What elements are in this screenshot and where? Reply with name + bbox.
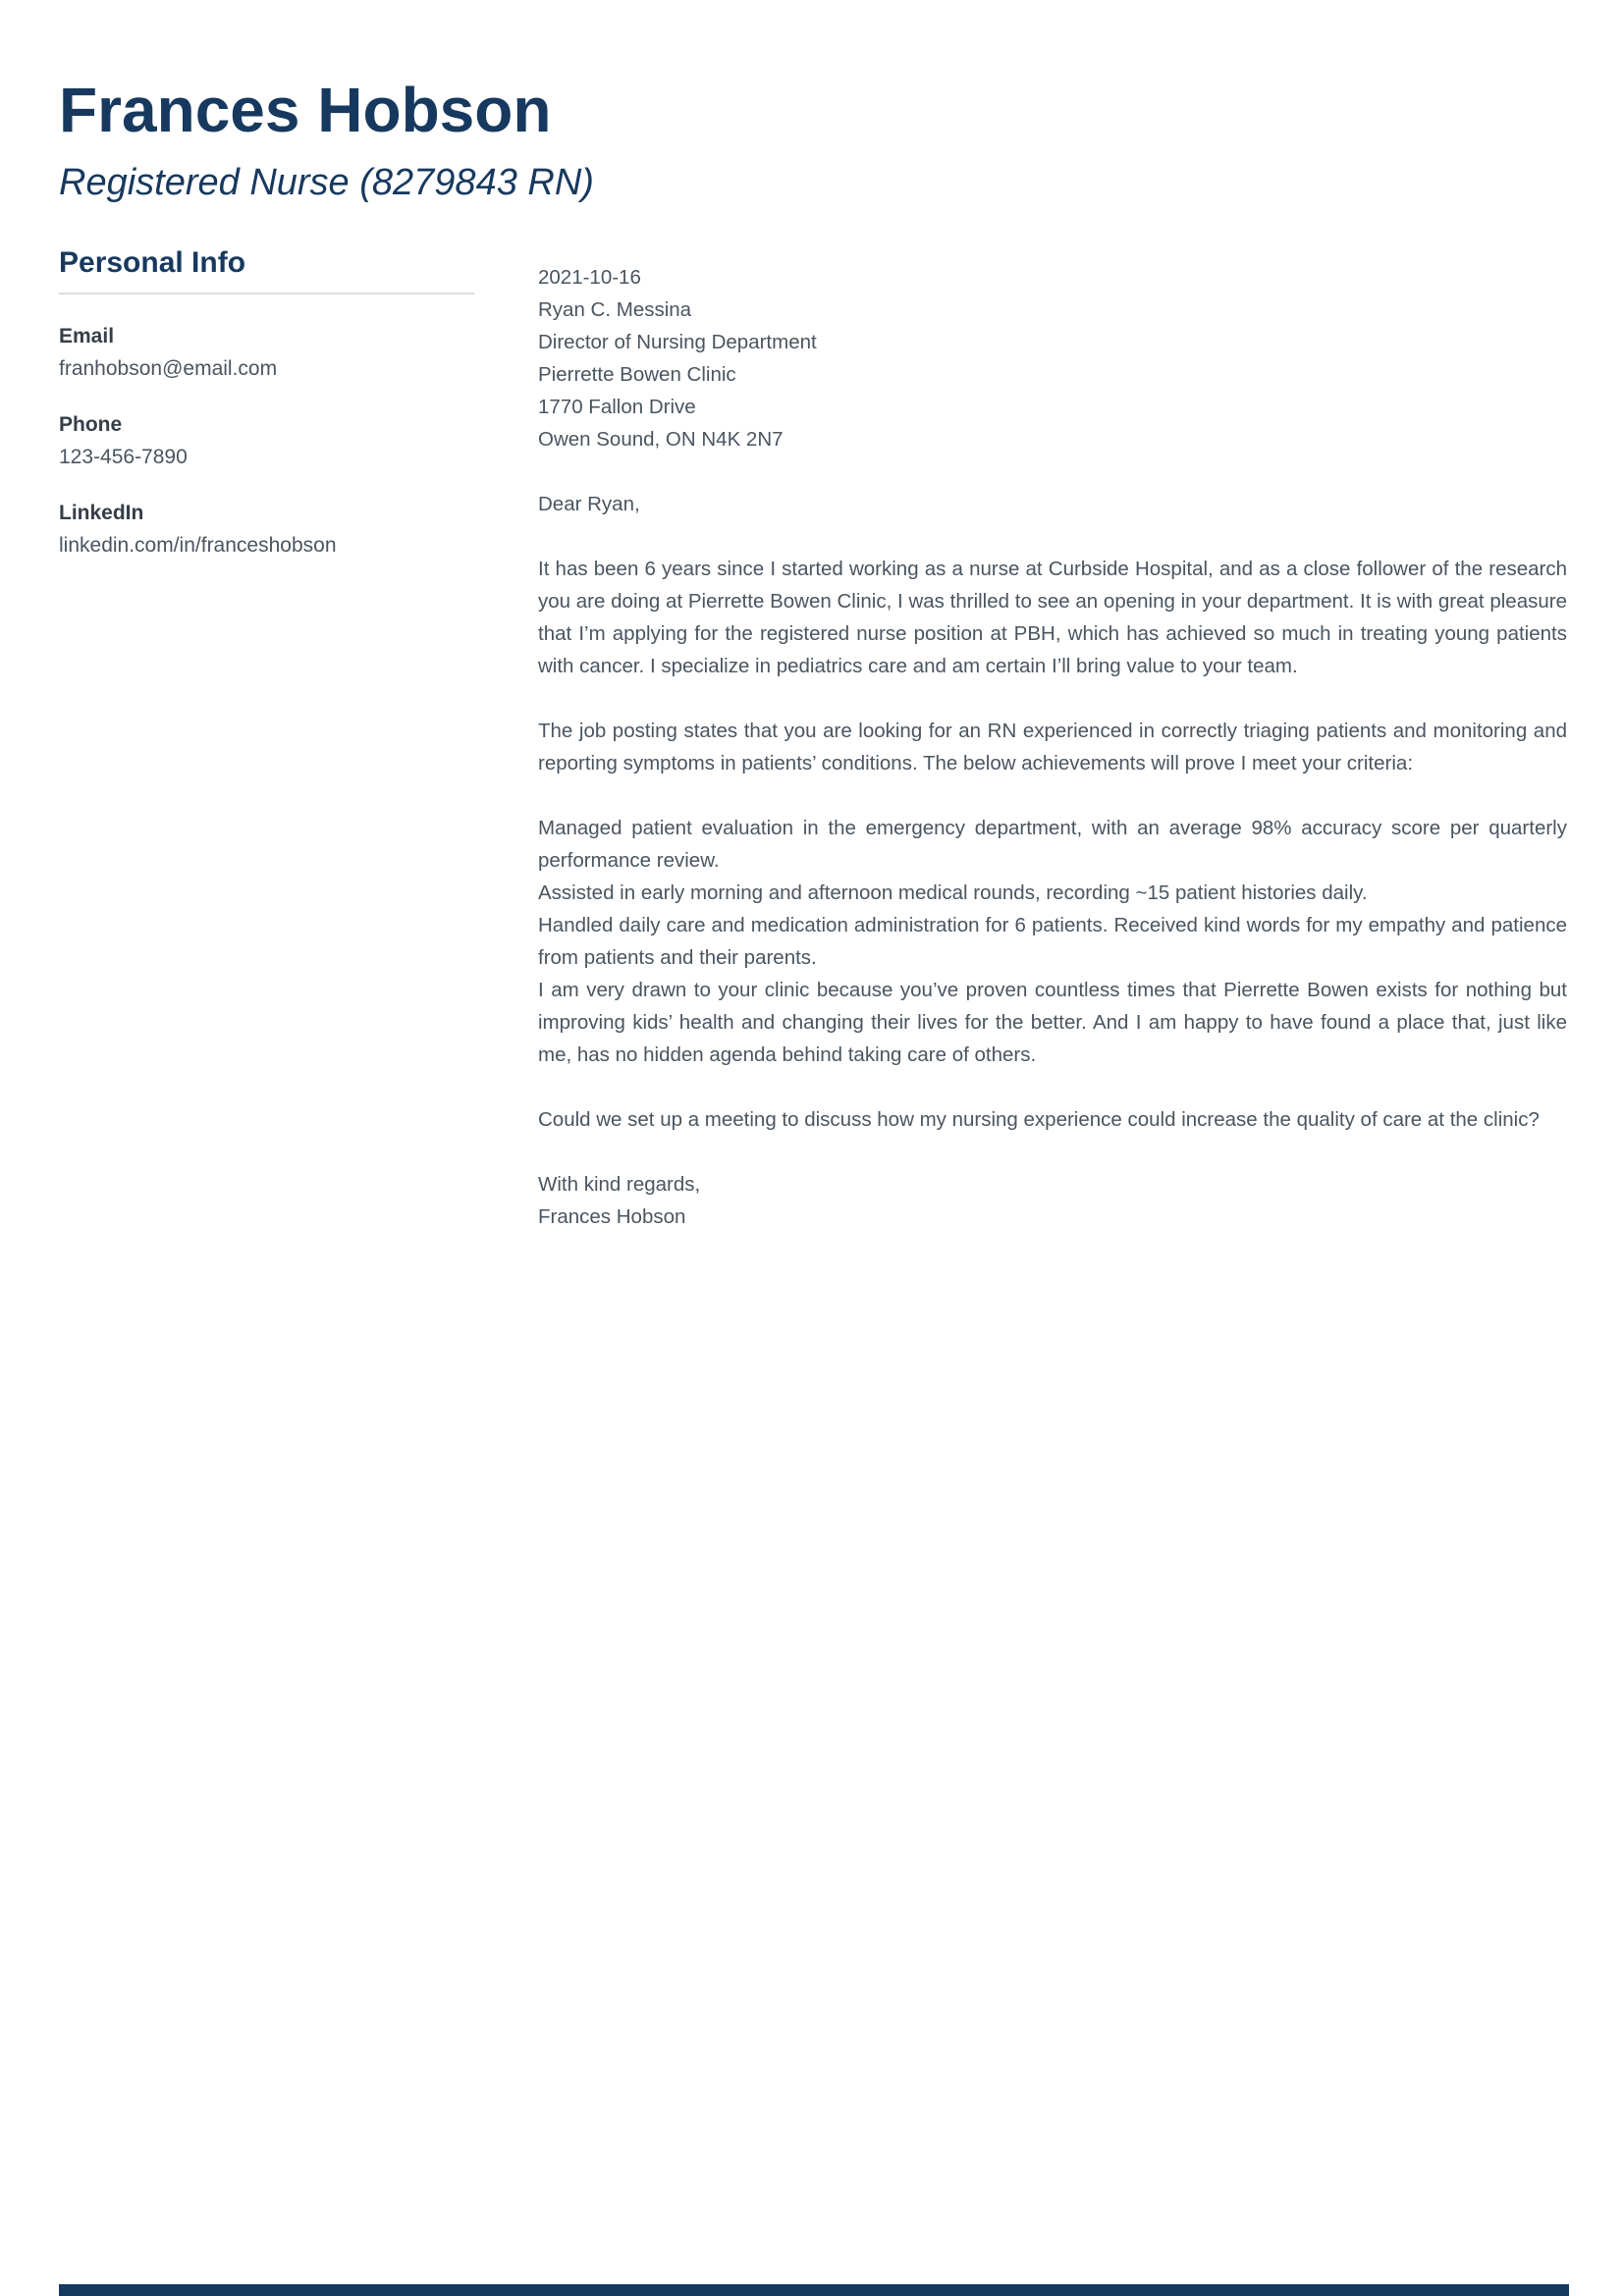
contact-field-value: franhobson@email.com	[59, 357, 278, 380]
letter-paragraph: The job posting states that you are looking for an RN experienced in correctly triaging patients and monitoring and reporting symptoms in patients’ conditions. The below achievements will prove I meet your criteria:	[538, 720, 1567, 774]
contact-field	[59, 320, 474, 385]
personal-info-fields	[59, 320, 474, 561]
contact-field-value: linkedin.com/in/franceshobson	[59, 534, 337, 557]
contact-field-value: 123-456-7890	[59, 446, 188, 468]
letter-paragraph: Handled daily care and medication administration for 6 patients. Received kind words for my empathy and patience from patients and their parents.	[538, 914, 1567, 969]
contact-field-label: LinkedIn	[59, 502, 144, 524]
letter-paragraph: Could we set up a meeting to discuss how my nursing experience could increase the quality of care at the clinic?	[538, 1108, 1540, 1131]
recipient-line: 1770 Fallon Drive	[538, 396, 696, 418]
contact-field	[59, 408, 474, 473]
recipient-line: Owen Sound, ON N4K 2N7	[538, 428, 784, 451]
letter-paragraph: I am very drawn to your clinic because you’ve proven countless times that Pierrette Bowen exists for nothing but improving kids’ health and changing their lives for the better. And I am happy to have found a place that, just like me, has no hidden agenda behind taking care of others.	[538, 979, 1567, 1066]
contact-field-label: Email	[59, 325, 115, 347]
recipient-address	[538, 261, 1567, 455]
personal-info-divider	[59, 293, 474, 294]
letter-body	[538, 261, 1567, 1233]
letter-paragraph: It has been 6 years since I started working as a nurse at Curbside Hospital, and as a close follower of the research you are doing at Pierrette Bowen Clinic, I was thrilled to see an opening in your department. It is with great pleasure that I’m applying for the registered nurse position at PBH, which has achieved so much in treating young patients with cancer. I specialize in pediatrics care and am certain I’ll bring value to your team.	[538, 558, 1567, 677]
closing-phrase: With kind regards,	[538, 1173, 701, 1196]
signature-name: Frances Hobson	[538, 1205, 686, 1228]
job-title-subtitle: Registered Nurse (8279843 RN)	[59, 162, 594, 203]
letter-date: 2021-10-16	[538, 266, 641, 289]
contact-field-label: Phone	[59, 413, 123, 436]
contact-field	[59, 497, 474, 561]
footer-accent-bar	[59, 2284, 1569, 2296]
recipient-line: Pierrette Bowen Clinic	[538, 363, 736, 386]
letter-paragraph: Managed patient evaluation in the emergency department, with an average 98% accuracy score per quarterly performance review.	[538, 817, 1567, 872]
salutation: Dear Ryan,	[538, 493, 640, 515]
applicant-name-heading: Frances Hobson	[59, 75, 552, 145]
personal-info-section	[59, 245, 474, 585]
letter-paragraphs	[538, 553, 1567, 1136]
letter-paragraph: Assisted in early morning and afternoon medical rounds, recording ~15 patient histories daily.	[538, 881, 1368, 904]
recipient-line: Ryan C. Messina	[538, 298, 692, 321]
personal-info-heading: Personal Info	[59, 246, 246, 279]
recipient-line: Director of Nursing Department	[538, 331, 817, 353]
